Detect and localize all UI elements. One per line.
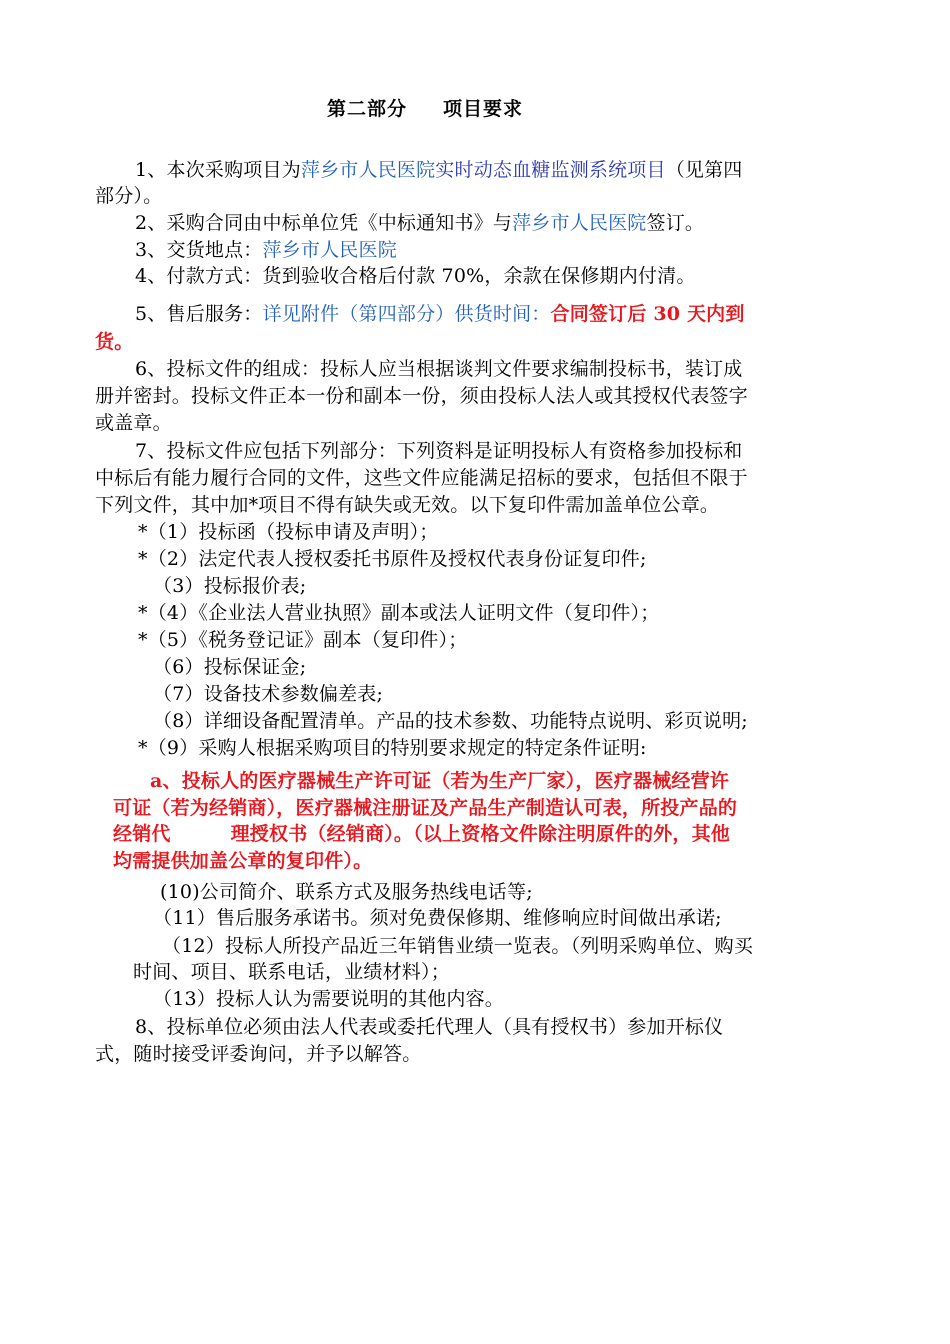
item-6: （6）投标保证金; xyxy=(153,656,307,678)
p1-hospital: 萍乡市人民医院 xyxy=(300,159,436,181)
item-1: *（1）投标函（投标申请及声明）； xyxy=(138,521,439,543)
item-10: (10)公司简介、联系方式及服务热线电话等; xyxy=(160,881,533,903)
p2-text-b: 签订。 xyxy=(646,212,705,234)
p1-text-b: （见第四 xyxy=(665,159,743,181)
p5-line1 xyxy=(135,302,745,326)
item-12-line1: （12）投标人所投产品近三年销售业绩一览表。（列明采购单位、购买 xyxy=(162,935,754,957)
red-line3-b: 理授权书（经销商）。（以上资格文件除注明原件的外，其他 xyxy=(230,823,731,845)
p5-service: 详见附件（第四部分）供货时间： xyxy=(262,303,551,325)
title-part: 第二部分 xyxy=(327,98,408,120)
item-4: *（4）《企业法人营业执照》副本或法人证明文件（复印件）； xyxy=(138,602,660,624)
item-5: *（5）《税务登记证》副本（复印件）； xyxy=(138,629,468,651)
item-3: （3）投标报价表; xyxy=(153,575,307,597)
p2-hospital: 萍乡市人民医院 xyxy=(512,212,647,234)
red-line4: 均需提供加盖公章的复印件）。 xyxy=(113,850,373,872)
red-line2: 可证（若为经销商），医疗器械注册证及产品生产制造认可表，所投产品的 xyxy=(113,797,738,819)
p4-line: 4、付款方式：货到验收合格后付款 70%，余款在保修期内付清。 xyxy=(135,265,696,287)
p5-line2: 货。 xyxy=(95,331,134,353)
p1-text-a: 1、本次采购项目为 xyxy=(135,159,301,181)
p8-line1: 8、投标单位必须由法人代表或委托代理人（具有授权书）参加开标仪 xyxy=(135,1016,724,1038)
p5-delivery: 合同签订后 30 天内到 xyxy=(550,303,745,325)
p1-project: 实时动态血糖监测系统项目 xyxy=(435,159,666,181)
item-7: （7）设备技术参数偏差表; xyxy=(153,683,384,705)
title-name: 项目要求 xyxy=(443,98,524,120)
p3-label: 3、交货地点： xyxy=(135,239,263,261)
p6-line1: 6、投标文件的组成：投标人应当根据谈判文件要求编制投标书，装订成 xyxy=(135,358,743,380)
red-line3-a: 经销代 xyxy=(113,823,171,845)
p1-line1 xyxy=(135,158,743,182)
p2-line xyxy=(135,211,704,235)
item-12-line2: 时间、项目、联系电话，业绩材料）； xyxy=(133,961,450,983)
red-line1: a、投标人的医疗器械生产许可证（若为生产厂家），医疗器械经营许 xyxy=(150,770,730,792)
p6-line2: 册并密封。投标文件正本一份和副本一份，须由投标人法人或其授权代表签字 xyxy=(95,385,748,407)
item-13: （13）投标人认为需要说明的其他内容。 xyxy=(153,988,504,1010)
p5-label: 5、售后服务： xyxy=(135,303,263,325)
p7-line3: 下列文件，其中加*项目不得有缺失或无效。以下复印件需加盖单位公章。 xyxy=(95,494,720,516)
p3-line xyxy=(135,238,397,262)
p8-line2: 式，随时接受评委询问，并予以解答。 xyxy=(95,1043,422,1065)
p7-line1: 7、投标文件应包括下列部分：下列资料是证明投标人有资格参加投标和 xyxy=(135,440,743,462)
item-11: （11）售后服务承诺书。须对免费保修期、维修响应时间做出承诺; xyxy=(153,907,722,929)
p1-line2: 部分）。 xyxy=(95,185,163,207)
p6-line3: 或盖章。 xyxy=(95,412,172,434)
item-9: *（9）采购人根据采购项目的特别要求规定的特定条件证明: xyxy=(138,737,647,759)
red-line3 xyxy=(113,822,730,846)
item-2: *（2）法定代表人授权委托书原件及授权代表身份证复印件; xyxy=(138,548,647,570)
p7-line2: 中标后有能力履行合同的文件，这些文件应能满足招标的要求，包括但不限于 xyxy=(95,467,748,489)
p3-hospital: 萍乡市人民医院 xyxy=(262,239,397,261)
p2-text-a: 2、采购合同由中标单位凭《中标通知书》与 xyxy=(135,212,513,234)
item-8: （8）详细设备配置清单。产品的技术参数、功能特点说明、彩页说明; xyxy=(153,710,748,732)
page-title xyxy=(327,97,523,121)
